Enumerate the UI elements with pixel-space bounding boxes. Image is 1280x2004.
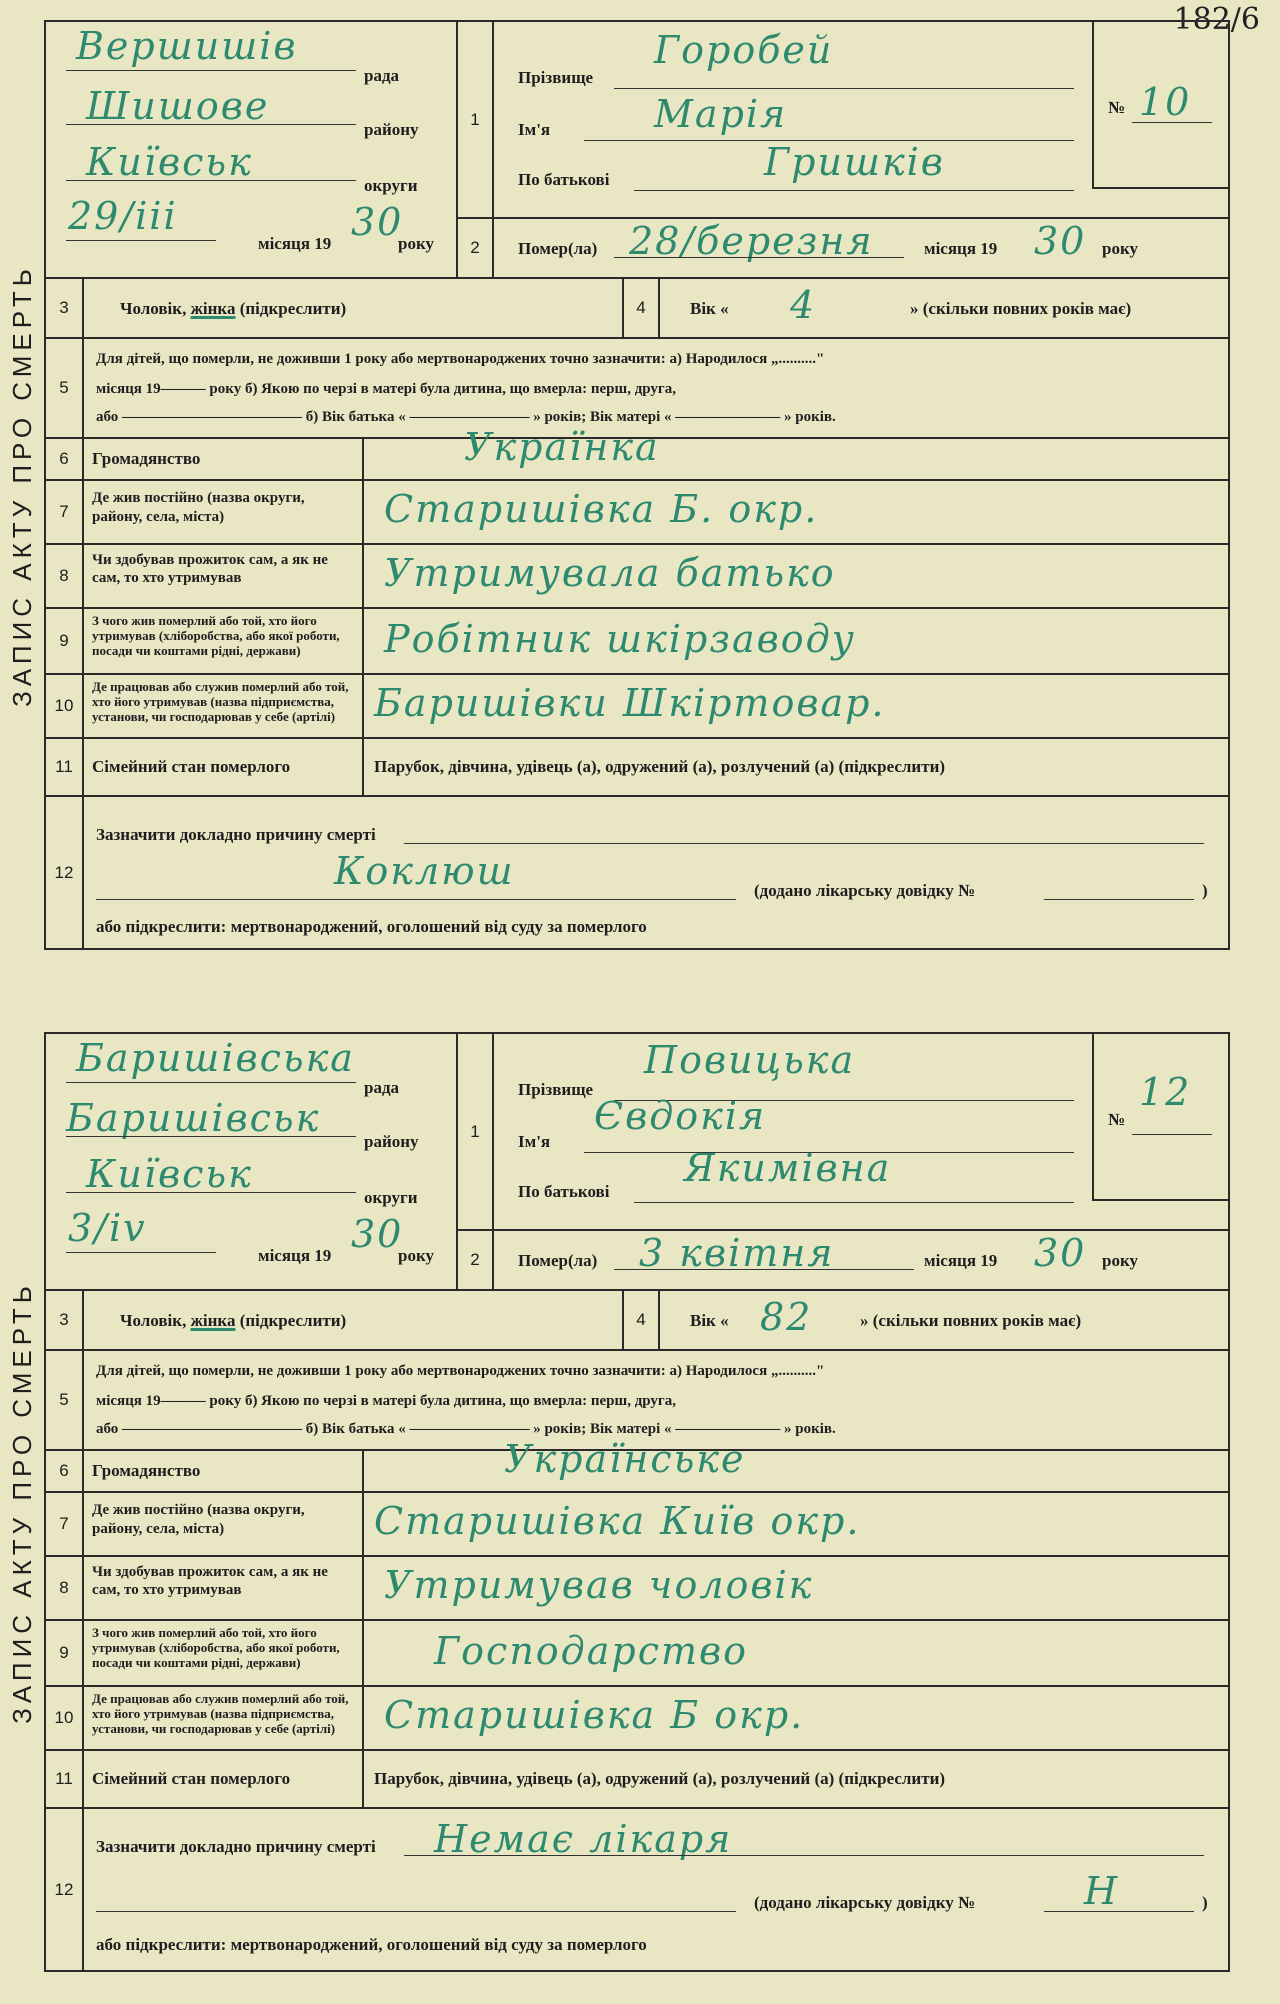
sex-note: (підкреслити) [239, 1311, 347, 1330]
occupation-value [362, 607, 1228, 673]
row-number: 8 [46, 1555, 82, 1619]
citizenship-value [362, 1437, 1228, 1491]
hw-okruga: Київськ [86, 140, 253, 184]
hw-cert: Н [1084, 1869, 1120, 1913]
month-label: місяця 19 [924, 239, 998, 258]
row-number: 10 [46, 1685, 82, 1749]
hw-raion: Шишове [86, 84, 270, 128]
sex-female: жінка [190, 1311, 236, 1330]
hw-age: 4 [790, 283, 817, 327]
year-label: року [1102, 1251, 1139, 1270]
month-label: місяця 19 [258, 234, 332, 253]
row-number: 6 [46, 437, 82, 479]
citizenship-label: Громадянство [82, 1449, 362, 1491]
row-number: 7 [46, 1491, 82, 1555]
death-record-2 [0, 1032, 1280, 1972]
hw-residence: Старишівка Б. окр. [384, 487, 819, 531]
hw-death-year: 30 [1034, 219, 1087, 263]
row-number: 5 [46, 337, 82, 437]
hw-reg-day: 3/іv [68, 1206, 147, 1250]
children-text-1: Для дітей, що померли, не доживши 1 року або мертвонароджених точно зазначити: а) Народилося „.........." [96, 1363, 825, 1379]
children-text-3: або ———————————— б) Вік батька « ———————— » років; Вік матері « ——————— » років. [96, 1421, 836, 1437]
citizenship-label: Громадянство [82, 437, 362, 479]
year-label: року [398, 234, 435, 253]
marital-label: Сімейний стан померлого [82, 1749, 362, 1807]
hw-cause: Немає лікаря [434, 1817, 733, 1861]
page-number: 182/6 [1173, 2, 1260, 37]
row-number: 6 [46, 1449, 82, 1491]
number-box [1092, 1034, 1228, 1199]
children-text-1: Для дітей, що померли, не доживши 1 року або мертвонароджених точно зазначити: а) Народилося „.........." [96, 351, 825, 367]
name-block [492, 22, 1092, 217]
raion-label: району [364, 1132, 419, 1151]
age-label: Вік « [690, 299, 729, 318]
hw-name: Марія [654, 92, 788, 136]
sex-label: Чоловік, [120, 299, 187, 318]
year-label: року [398, 1246, 435, 1265]
hw-death-day: 3 квітня [639, 1231, 835, 1275]
patronymic-label: По батькові [518, 170, 610, 189]
occupation-label: З чого жив померлий або той, хто його утримував (хліборобства, або якої роботи, посади чи коштами рідні, держави) [82, 1619, 362, 1685]
hw-support: Утримував чоловік [384, 1563, 814, 1607]
hw-residence: Старишівка Київ окр. [374, 1499, 861, 1543]
raion-label: району [364, 120, 419, 139]
hw-name: Євдокія [594, 1094, 767, 1138]
hw-raion: Баришівськ [66, 1096, 321, 1140]
cert-close: ) [1202, 1893, 1208, 1912]
support-value [362, 543, 1228, 607]
residence-label: Де жив постійно (назва округи, району, села, міста) [82, 1491, 362, 1555]
age-row [658, 277, 1228, 337]
name-label: Ім'я [518, 120, 551, 139]
workplace-label: Де працював або служив померлий або той, хто його утримував (назва підприємства, установи, чи господарював у себе (артілі) [82, 673, 362, 737]
sex-row [82, 1289, 622, 1349]
residence-value [362, 479, 1228, 543]
name-label: Ім'я [518, 1132, 551, 1151]
record-grid [44, 1032, 1230, 1972]
hw-surname: Повицька [644, 1038, 856, 1082]
hw-workplace: Старишівка Б окр. [384, 1693, 805, 1737]
hw-reg-year: 30 [351, 1212, 404, 1256]
row-number: 11 [46, 1749, 82, 1807]
surname-label: Прізвище [518, 1080, 594, 1099]
row-number: 5 [46, 1349, 82, 1449]
okruga-label: округи [364, 176, 418, 195]
cert-label: (додано лікарську довідку № [754, 881, 976, 900]
hw-patronymic: Якимівна [684, 1146, 892, 1190]
hw-cause: Коклюш [334, 849, 515, 893]
hw-reg-year: 30 [351, 200, 404, 244]
registration-block [46, 22, 456, 277]
month-label: місяця 19 [258, 1246, 332, 1265]
hw-occupation: Робітник шкірзаводу [384, 617, 856, 661]
year-label: року [1102, 239, 1139, 258]
age-note: » (скільки повних років має) [860, 1311, 1082, 1330]
hw-patronymic: Гришків [764, 140, 945, 184]
children-text-2: місяця 19——— року б) Якою по черзі в матері була дитина, що вмерла: перш, друга, [96, 381, 676, 397]
age-row [658, 1289, 1228, 1349]
row-number: 2 [456, 217, 492, 277]
row-number: 12 [46, 1807, 82, 1970]
registration-block [46, 1034, 456, 1289]
died-row [492, 217, 1228, 277]
marital-label: Сімейний стан померлого [82, 737, 362, 795]
alt-label: або підкреслити: мертвонароджений, оголошений від суду за померлого [96, 917, 647, 936]
row-number: 4 [622, 277, 658, 337]
cause-row [82, 795, 1228, 948]
hw-occupation: Господарство [434, 1629, 749, 1673]
rada-label: рада [364, 1078, 400, 1097]
side-title: ЗАПИС АКТУ ПРО СМЕРТЬ [6, 263, 37, 707]
died-row [492, 1229, 1228, 1289]
marital-options: Парубок, дівчина, удівець (а), одружений (а), розлучений (а) (підкреслити) [362, 737, 1228, 795]
row-number: 2 [456, 1229, 492, 1289]
side-title: ЗАПИС АКТУ ПРО СМЕРТЬ [6, 1280, 37, 1724]
number-label: № [1108, 98, 1126, 117]
hw-death-year: 30 [1034, 1231, 1087, 1275]
number-label: № [1108, 1110, 1126, 1129]
number-box [1092, 22, 1228, 187]
hw-citizenship: Українка [464, 425, 660, 469]
okruga-label: округи [364, 1188, 418, 1207]
cert-close: ) [1202, 881, 1208, 900]
hw-reg-day: 29/ііі [68, 194, 178, 238]
row-number: 3 [46, 1289, 82, 1349]
sex-label: Чоловік, [120, 1311, 187, 1330]
rada-label: рада [364, 66, 400, 85]
row-number: 3 [46, 277, 82, 337]
children-row [82, 337, 1228, 437]
children-row [82, 1349, 1228, 1449]
patronymic-label: По батькові [518, 1182, 610, 1201]
month-label: місяця 19 [924, 1251, 998, 1270]
workplace-value [362, 673, 1228, 737]
hw-death-day: 28/березня [629, 219, 874, 263]
row-number: 1 [456, 1034, 492, 1229]
died-label: Помер(ла) [518, 1251, 598, 1270]
hw-number: 12 [1139, 1070, 1192, 1114]
hw-okruga: Київськ [86, 1152, 253, 1196]
occupation-label: З чого жив померлий або той, хто його утримував (хліборобства, або якої роботи, посади чи коштами рідні, держави) [82, 607, 362, 673]
support-value [362, 1555, 1228, 1619]
children-text-2: місяця 19——— року б) Якою по черзі в матері була дитина, що вмерла: перш, друга, [96, 1393, 676, 1409]
workplace-value [362, 1685, 1228, 1749]
row-number: 9 [46, 607, 82, 673]
hw-citizenship: Українське [504, 1437, 746, 1481]
hw-surname: Горобей [654, 28, 834, 72]
record-grid [44, 20, 1230, 950]
citizenship-value [362, 425, 1228, 479]
occupation-value [362, 1619, 1228, 1685]
row-number: 11 [46, 737, 82, 795]
workplace-label: Де працював або служив померлий або той, хто його утримував (назва підприємства, установи, чи господарював у себе (артілі) [82, 1685, 362, 1749]
age-label: Вік « [690, 1311, 729, 1330]
hw-number: 10 [1139, 80, 1192, 124]
cause-label: Зазначити докладно причину смерті [96, 825, 376, 844]
hw-age: 82 [760, 1295, 813, 1339]
row-number: 12 [46, 795, 82, 948]
support-label: Чи здобував прожиток сам, а як не сам, то хто утримував [82, 1555, 362, 1619]
support-label: Чи здобував прожиток сам, а як не сам, то хто утримував [82, 543, 362, 607]
sex-female: жінка [190, 299, 236, 318]
row-number: 8 [46, 543, 82, 607]
row-number: 7 [46, 479, 82, 543]
row-number: 10 [46, 673, 82, 737]
row-number: 1 [456, 22, 492, 217]
age-note: » (скільки повних років має) [910, 299, 1132, 318]
marital-options: Парубок, дівчина, удівець (а), одружений (а), розлучений (а) (підкреслити) [362, 1749, 1228, 1807]
cert-label: (додано лікарську довідку № [754, 1893, 976, 1912]
cause-row [82, 1807, 1228, 1970]
hw-rada: Баришівська [76, 1036, 355, 1080]
name-block [492, 1034, 1092, 1229]
sex-row [82, 277, 622, 337]
row-number: 9 [46, 1619, 82, 1685]
row-number: 4 [622, 1289, 658, 1349]
hw-support: Утримувала батько [384, 551, 836, 595]
children-text-3: або ———————————— б) Вік батька « ———————— » років; Вік матері « ——————— » років. [96, 409, 836, 425]
residence-value [362, 1491, 1228, 1555]
sex-note: (підкреслити) [239, 299, 347, 318]
cause-label: Зазначити докладно причину смерті [96, 1837, 376, 1856]
hw-workplace: Баришівки Шкіртовар. [374, 681, 886, 725]
surname-label: Прізвище [518, 68, 594, 87]
residence-label: Де жив постійно (назва округи, району, села, міста) [82, 479, 362, 543]
died-label: Помер(ла) [518, 239, 598, 258]
death-record-1 [0, 20, 1280, 950]
alt-label: або підкреслити: мертвонароджений, оголошений від суду за померлого [96, 1935, 647, 1954]
hw-rada: Вершишів [76, 24, 298, 68]
